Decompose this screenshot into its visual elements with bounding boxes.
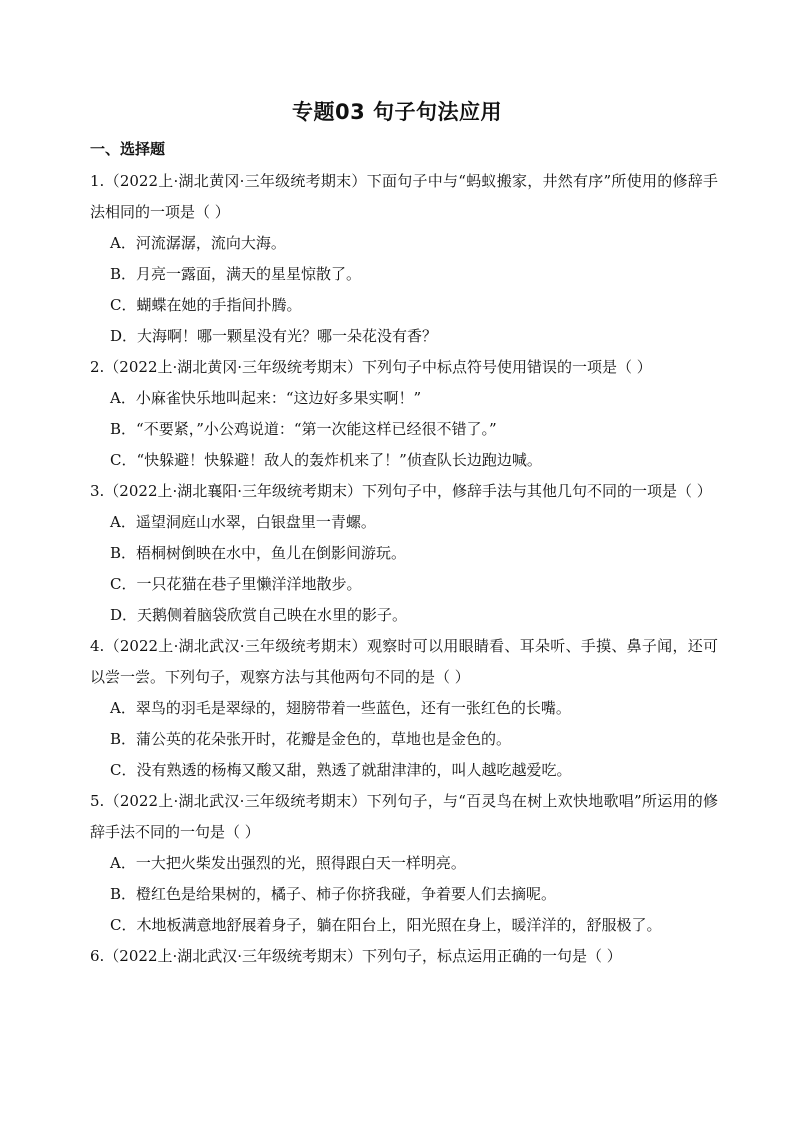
option-c: C．木地板满意地舒展着身子，躺在阳台上，阳光照在身上，暖洋洋的，舒服极了。 xyxy=(110,916,662,934)
option-c: C．没有熟透的杨梅又酸又甜，熟透了就甜津津的，叫人越吃越爱吃。 xyxy=(110,761,572,779)
option-b: B．“不要紧，”小公鸡说道：“第一次能这样已经很不错了。” xyxy=(110,420,497,438)
option-a: A．河流潺潺，流向大海。 xyxy=(110,234,286,252)
question-2 xyxy=(90,352,718,476)
question-stem: 3.（2022上·湖北襄阳·三年级统考期末）下列句子中，修辞手法与其他几句不同的一项是（ ） xyxy=(90,482,712,500)
option-b: B．蒲公英的花朵张开时，花瓣是金色的，草地也是金色的。 xyxy=(110,730,512,748)
option-a: A．遥望洞庭山水翠，白银盘里一青螺。 xyxy=(110,513,376,531)
question-3 xyxy=(90,476,718,631)
question-1 xyxy=(90,166,718,352)
option-a: A．小麻雀快乐地叫起来：“这边好多果实啊！” xyxy=(110,389,422,407)
section-heading: 一、选择题 xyxy=(90,140,166,158)
option-b: B．月亮一露面，满天的星星惊散了。 xyxy=(110,265,362,283)
question-stem: 1.（2022上·湖北黄冈·三年级统考期末）下面句子中与“蚂蚁搬家，井然有序”所使用的修辞手法相同的一项是（ ） xyxy=(90,172,718,221)
option-d: D．大海啊！哪一颗星没有光？哪一朵花没有香？ xyxy=(110,327,438,345)
option-b: B．橙红色是给果树的，橘子、柿子你挤我碰，争着要人们去摘呢。 xyxy=(110,885,557,903)
option-c: C．“快躲避！快躲避！敌人的轰炸机来了！”侦查队长边跑边喊。 xyxy=(110,451,542,469)
question-stem: 5.（2022上·湖北武汉·三年级统考期末）下列句子，与“百灵鸟在树上欢快地歌唱”所运用的修辞手法不同的一句是（ ） xyxy=(90,792,718,841)
question-stem: 2.（2022上·湖北黄冈·三年级统考期末）下列句子中标点符号使用错误的一项是（ ） xyxy=(90,358,652,376)
question-stem: 4.（2022上·湖北武汉·三年级统考期末）观察时可以用眼睛看、耳朵听、手摸、鼻子闻，还可以尝一尝。下列句子，观察方法与其他两句不同的是（ ） xyxy=(90,637,718,686)
question-stem: 6.（2022上·湖北武汉·三年级统考期末）下列句子，标点运用正确的一句是（ ） xyxy=(90,947,622,965)
option-d: D．天鹅侧着脑袋欣赏自己映在水里的影子。 xyxy=(110,606,408,624)
option-b: B．梧桐树倒映在水中，鱼儿在倒影间游玩。 xyxy=(110,544,407,562)
question-5 xyxy=(90,786,718,941)
option-a: A．翠鸟的羽毛是翠绿的，翅膀带着一些蓝色，还有一张红色的长嘴。 xyxy=(110,699,571,717)
option-a: A．一大把火柴发出强烈的光，照得跟白天一样明亮。 xyxy=(110,854,466,872)
page-title: 专题03 句子句法应用 xyxy=(291,100,503,124)
option-c: C．蝴蝶在她的手指间扑腾。 xyxy=(110,296,302,314)
question-list xyxy=(90,166,718,972)
option-c: C．一只花猫在巷子里懒洋洋地散步。 xyxy=(110,575,362,593)
question-6 xyxy=(90,941,718,972)
question-4 xyxy=(90,631,718,786)
